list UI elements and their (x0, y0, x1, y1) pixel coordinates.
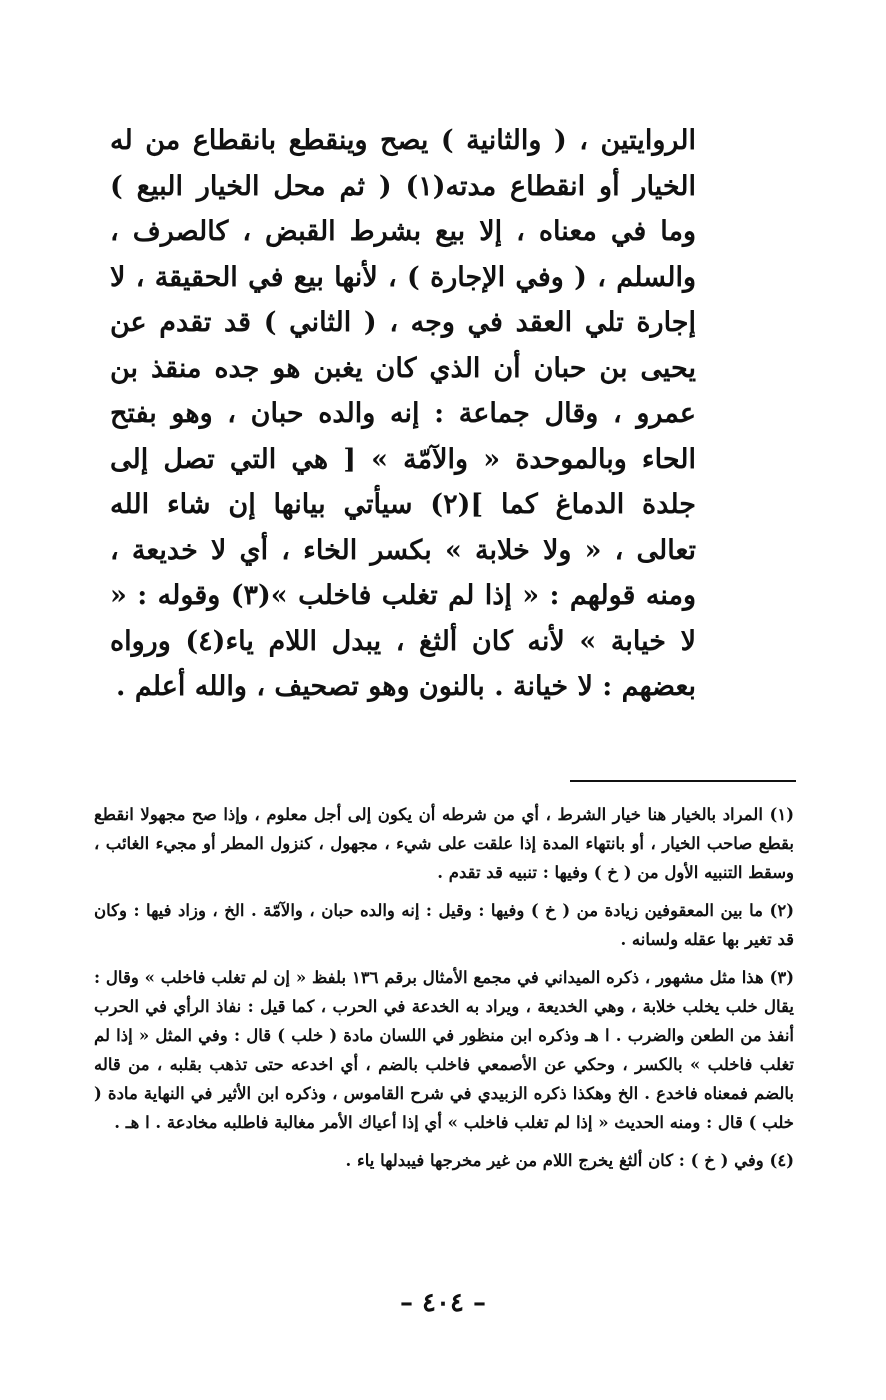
footnote-2: (٢) ما بين المعقوفين زيادة من ( خ ) وفيها : وقيل : إنه والده حبان ، والآمّة . الخ ، وزاد فيها : وكان قد تغير بها عقله ولسانه . (94, 901, 794, 949)
footnote-3: (٣) هذا مثل مشهور ، ذكره الميداني في مجمع الأمثال برقم ١٣٦ بلفظ « إن لم تغلب فاخلب » وقال : يقال خلب يخلب خلابة ، وهي الخديعة ، ويراد به الخدعة في الحرب ، كما قيل : نفاذ الرأي في الحرب أنفذ من الطعن والضرب . ا هـ وذكره ابن منظور في اللسان مادة ( خلب ) قال : وفي المثل « إذا لم تغلب فاخلب » بالكسر ، وحكي عن الأصمعي فاخلب بالضم ، أي اخدعه حتى تذهب بقلبه ، من قاله بالضم فمعناه فاخدع . الخ وهكذا ذكره الزبيدي في شرح القاموس ، وذكره ابن الأثير في النهاية مادة ( خلب ) قال : ومنه الحديث « إذا لم تغلب فاخلب » أي إذا أعياك الأمر مغالبة فاطلبه مخادعة . ا هـ . (94, 968, 794, 1132)
footnote-4: (٤) وفي ( خ ) : كان ألثغ يخرج اللام من غير مخرجها فيبدلها ياء . (345, 1151, 794, 1170)
main-paragraph: الروايتين ، ( والثانية ) يصح وينقطع بانقطاع من له الخيار أو انقطاع مدته(١) ( ثم محل الخيار البيع ) وما في معناه ، إلا بيع بشرط القبض ، كالصرف ، والسلم ، ( وفي الإجارة ) ، لأنها بيع في الحقيقة ، لا إجارة تلي العقد في وجه ، ( الثاني ) قد تقدم عن يحيى بن حبان أن الذي كان يغبن هو جده منقذ بن عمرو ، وقال جماعة : إنه والده حبان ، وهو بفتح الحاء وبالموحدة « والآمّة » [ هي التي تصل إلى جلدة الدماغ كما ](٢) سيأتي بيانها إن شاء الله تعالى ، « ولا خلابة » بكسر الخاء ، أي لا خديعة ، ومنه قولهم : « إذا لم تغلب فاخلب »(٣) وقوله : « لا خيابة » لأنه كان ألثغ ، يبدل اللام ياء(٤) ورواه بعضهم : لا خيانة . بالنون وهو تصحيف ، والله أعلم . (110, 125, 696, 702)
main-text-block (110, 118, 696, 710)
page-number: – ٤٠٤ – (399, 1288, 487, 1318)
footnote-1: (١) المراد بالخيار هنا خيار الشرط ، أي من شرطه أن يكون إلى أجل معلوم ، وإذا صح مجهولا انقطع بقطع صاحب الخيار ، أو بانتهاء المدة إذا علقت على شيء ، مجهول ، كنزول المطر أو مجيء الغائب ، وسقط التنبيه الأول من ( خ ) وفيها : تنبيه قد تقدم . (94, 805, 794, 882)
footnote-divider (570, 780, 796, 782)
footnotes-block (94, 800, 794, 1184)
